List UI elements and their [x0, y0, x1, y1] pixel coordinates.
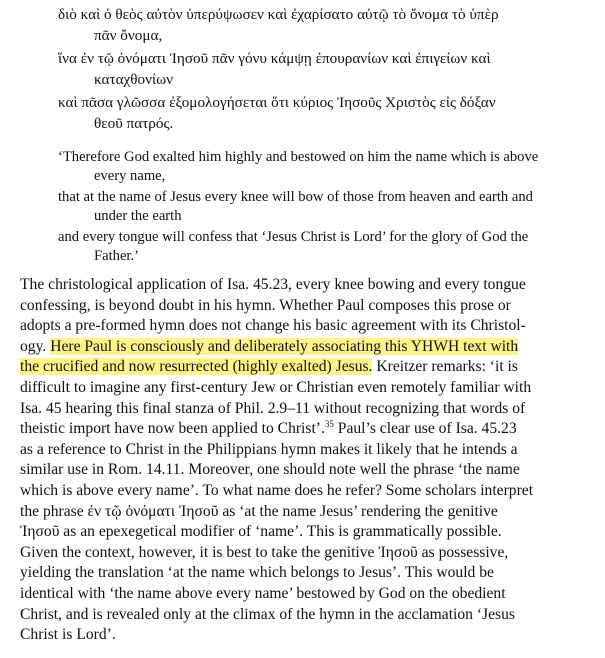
translation-line: Father.’	[94, 248, 139, 264]
highlighted-text: the crucified and now resurrected (highly exalted) Jesus.	[20, 358, 373, 376]
translation-line: every name,	[94, 168, 166, 184]
paragraph-text: Kreitzer remarks: ‘it is	[372, 358, 518, 376]
greek-line: καὶ πᾶσα γλῶσσα ἐξομολογήσεται ὅτι κύριος Ἰησοῦς Χριστὸς εἰς δόξαν	[58, 94, 496, 111]
translation-line: that at the name of Jesus every knee will bow of those from heaven and earth and	[58, 189, 533, 205]
paragraph-text: ogy.	[20, 337, 51, 355]
greek-line: καταχθονίων	[94, 71, 173, 88]
translation-line: under the earth	[94, 208, 182, 224]
paragraph-line: similar use in Rom. 14.11. Moreover, one should note well the phrase ‘the name	[20, 461, 520, 479]
paragraph-line	[20, 420, 517, 438]
translation-line: ‘Therefore God exalted him highly and bestowed on him the name which is above	[58, 149, 539, 165]
paragraph-line: which is above every name’. To what name does he refer? Some scholars interpret	[20, 482, 534, 499]
paragraph-line: Given the context, however, it is best to take the genitive Ἰησοῦ as possessive,	[20, 543, 509, 561]
paragraph-line	[20, 338, 518, 356]
paragraph-line: yielding the translation ‘at the name which belongs to Jesus’. This would be	[20, 564, 494, 582]
paragraph-line: The christological application of Isa. 45.23, every knee bowing and every tongue	[20, 276, 526, 293]
paragraph-line: the phrase ἐν τῷ ὀνόματι Ἰησοῦ as ‘at the name Jesus’ rendering the genitive	[20, 502, 498, 520]
paragraph-line: Isa. 45 hearing this final stanza of Phil. 2.9–11 without recognizing that words of	[20, 399, 526, 417]
translation-line: and every tongue will confess that ‘Jesus Christ is Lord’ for the glory of God the	[58, 229, 529, 245]
paragraph-line: Christ is Lord’.	[20, 626, 116, 644]
paragraph-line	[20, 358, 518, 376]
paragraph-line: Ἰησοῦ as an epexegetical modifier of ‘name’. This is grammatically possible.	[20, 523, 502, 541]
footnote-reference[interactable]: 35	[324, 419, 334, 429]
paragraph-line: confessing, is beyond doubt in his hymn. Whether Paul composes this prose or	[20, 296, 511, 314]
paragraph-line: as a reference to Christ in the Philippians hymn makes it likely that he intends a	[20, 440, 518, 458]
paragraph-line: Christ, and is revealed only at the climax of the hymn in the acclamation ‘Jesus	[20, 605, 515, 623]
paragraph-line: adopts a pre-formed hymn does not change his basic agreement with its Christol-	[20, 317, 526, 335]
paragraph-text: Paul’s clear use of Isa. 45.23	[333, 420, 517, 438]
greek-line: διὸ καὶ ὁ θεὸς αὐτὸν ὑπερύψωσεν καὶ ἐχαρίσατο αὐτῷ τὸ ὄνομα τὸ ὑπὲρ	[58, 6, 499, 23]
highlighted-text: Here Paul is consciously and deliberately associating this YHWH text with	[50, 337, 519, 355]
greek-line: πᾶν ὄνομα,	[94, 27, 163, 44]
paragraph-line: identical with ‘the name above every name’ bestowed by God on the obedient	[20, 585, 506, 602]
greek-line: θεοῦ πατρός.	[94, 115, 174, 132]
paragraph-line: difficult to imagine any first-century Jew or Christian even remotely familiar with	[20, 379, 532, 396]
greek-line: ἵνα ἐν τῷ ὀνόματι Ἰησοῦ πᾶν γόνυ κάμψῃ ἐπουρανίων καὶ ἐπιγείων καὶ	[58, 50, 491, 67]
paragraph-text: theistic import have now been applied to Christ’.	[20, 420, 325, 438]
